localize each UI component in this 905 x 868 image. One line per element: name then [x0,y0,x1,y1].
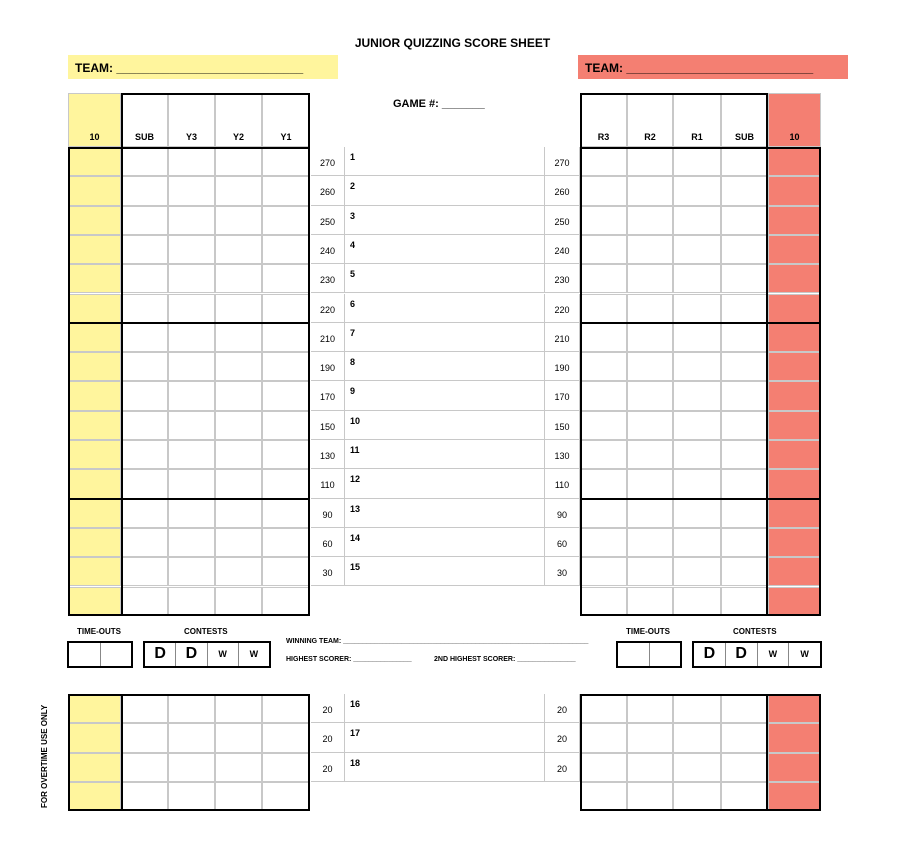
right-score-cell[interactable] [768,294,821,323]
left-score-cell[interactable] [68,557,121,586]
right-header-1: R2 [627,93,673,147]
left-score-cell[interactable] [215,782,262,811]
right-score-cell[interactable] [673,753,721,782]
question-number: 7 [345,323,545,352]
left-score-cell[interactable] [168,176,215,205]
left-score-cell[interactable] [215,587,262,616]
left-score-cell[interactable] [262,147,310,176]
left-score-cell[interactable] [262,352,310,381]
question-number: 8 [345,352,545,381]
left-score-cell[interactable] [262,528,310,557]
question-number: 6 [345,294,545,323]
point-value-left: 30 [311,557,345,586]
left-score-cell[interactable] [215,753,262,782]
point-value-right: 110 [545,469,580,498]
left-score-cell[interactable] [262,723,310,752]
point-value-left: 260 [311,176,345,205]
point-value-right: 230 [545,264,580,293]
left-score-cell[interactable] [168,323,215,352]
right-score-cell[interactable] [580,411,627,440]
left-score-cell[interactable] [215,557,262,586]
right-score-cell[interactable] [768,264,821,293]
right-score-cell[interactable] [721,294,768,323]
right-score-cell[interactable] [768,411,821,440]
question-number: 17 [345,723,545,752]
right-score-cell[interactable] [721,587,768,616]
contest-d2-right[interactable]: D [725,643,757,666]
right-score-cell[interactable] [721,147,768,176]
right-score-cell[interactable] [580,440,627,469]
right-score-cell[interactable] [721,782,768,811]
right-score-cell[interactable] [768,587,821,616]
right-score-cell[interactable] [673,723,721,752]
left-score-cell[interactable] [262,206,310,235]
contests-box-left[interactable] [143,641,271,668]
left-score-cell[interactable] [121,264,168,293]
winning-team-field[interactable]: WINNING TEAM: _______________________________________________________________ [286,638,589,645]
left-score-cell[interactable] [168,440,215,469]
left-score-cell[interactable] [168,264,215,293]
right-score-cell[interactable] [580,723,627,752]
right-header-4: 10 [768,93,821,147]
right-score-cell[interactable] [627,235,673,264]
left-header-0: 10 [68,93,121,147]
right-score-cell[interactable] [768,381,821,410]
overtime-label: FOR OVERTIME USE ONLY [40,704,49,808]
left-header-3: Y2 [215,93,262,147]
right-score-cell[interactable] [580,176,627,205]
left-score-cell[interactable] [262,557,310,586]
question-number: 13 [345,499,545,528]
left-score-cell[interactable] [215,411,262,440]
left-score-cell[interactable] [262,782,310,811]
left-score-cell[interactable] [121,294,168,323]
right-score-cell[interactable] [721,381,768,410]
timeouts-label-right: TIME-OUTS [626,627,670,636]
left-score-cell[interactable] [215,235,262,264]
right-score-cell[interactable] [673,147,721,176]
left-score-cell[interactable] [262,294,310,323]
left-score-cell[interactable] [121,499,168,528]
left-score-cell[interactable] [168,499,215,528]
right-score-cell[interactable] [721,176,768,205]
right-score-cell[interactable] [673,235,721,264]
right-score-cell[interactable] [768,469,821,498]
contest-d2-left[interactable]: D [175,643,206,666]
right-score-cell[interactable] [721,469,768,498]
point-value-right: 20 [545,753,580,782]
left-score-cell[interactable] [168,587,215,616]
left-score-cell[interactable] [68,206,121,235]
right-score-cell[interactable] [768,206,821,235]
right-header-3: SUB [721,93,768,147]
point-value-left: 170 [311,381,345,410]
right-score-cell[interactable] [721,753,768,782]
left-score-cell[interactable] [215,723,262,752]
left-score-cell[interactable] [68,264,121,293]
left-score-cell[interactable] [215,147,262,176]
question-number: 15 [345,557,545,586]
left-score-cell[interactable] [168,723,215,752]
left-score-cell[interactable] [262,440,310,469]
point-value-left: 60 [311,528,345,557]
right-score-cell[interactable] [580,294,627,323]
left-score-cell[interactable] [121,782,168,811]
right-score-cell[interactable] [627,753,673,782]
left-score-cell[interactable] [121,723,168,752]
right-score-cell[interactable] [627,381,673,410]
point-value-left: 190 [311,352,345,381]
right-score-cell[interactable] [768,235,821,264]
timeouts-box-left[interactable] [67,641,133,668]
point-value-right: 20 [545,723,580,752]
left-score-cell[interactable] [168,147,215,176]
right-header-2: R1 [673,93,721,147]
question-number: 1 [345,147,545,176]
question-number: 18 [345,753,545,782]
left-score-cell[interactable] [168,294,215,323]
right-score-cell[interactable] [627,264,673,293]
left-score-cell[interactable] [121,352,168,381]
left-score-cell[interactable] [68,469,121,498]
point-value-right: 250 [545,206,580,235]
right-score-cell[interactable] [673,352,721,381]
right-score-cell[interactable] [768,723,821,752]
right-score-cell[interactable] [580,587,627,616]
left-score-cell[interactable] [262,176,310,205]
right-score-cell[interactable] [673,294,721,323]
point-value-left: 20 [311,753,345,782]
point-value-right: 270 [545,147,580,176]
point-value-right: 220 [545,294,580,323]
point-value-right: 90 [545,499,580,528]
left-score-cell[interactable] [121,381,168,410]
right-score-cell[interactable] [768,753,821,782]
left-score-cell[interactable] [68,528,121,557]
left-score-cell[interactable] [215,206,262,235]
right-score-cell[interactable] [721,440,768,469]
left-score-cell[interactable] [215,440,262,469]
left-score-cell[interactable] [68,147,121,176]
point-value-left: 90 [311,499,345,528]
point-value-right: 210 [545,323,580,352]
left-score-cell[interactable] [262,753,310,782]
point-value-left: 230 [311,264,345,293]
question-number: 4 [345,235,545,264]
right-score-cell[interactable] [673,206,721,235]
left-score-cell[interactable] [68,782,121,811]
left-score-cell[interactable] [262,381,310,410]
right-score-cell[interactable] [627,694,673,723]
right-score-cell[interactable] [580,528,627,557]
right-score-cell[interactable] [627,176,673,205]
right-score-cell[interactable] [673,176,721,205]
right-score-cell[interactable] [673,411,721,440]
right-score-cell[interactable] [580,235,627,264]
question-number: 3 [345,206,545,235]
second-scorer-field[interactable]: 2ND HIGHEST SCORER: _______________ [434,656,576,663]
contest-w1-left[interactable]: W [207,643,238,666]
highest-scorer-field[interactable]: HIGHEST SCORER: _______________ [286,656,412,663]
right-score-cell[interactable] [673,440,721,469]
right-score-cell[interactable] [673,381,721,410]
left-score-cell[interactable] [168,235,215,264]
left-score-cell[interactable] [121,147,168,176]
right-score-cell[interactable] [580,264,627,293]
left-score-cell[interactable] [68,176,121,205]
right-score-cell[interactable] [768,694,821,723]
point-value-left: 20 [311,694,345,723]
left-header-4: Y1 [262,93,310,147]
left-score-cell[interactable] [68,294,121,323]
left-score-cell[interactable] [262,469,310,498]
left-score-cell[interactable] [121,176,168,205]
right-score-cell[interactable] [673,587,721,616]
right-score-cell[interactable] [768,176,821,205]
right-score-cell[interactable] [580,469,627,498]
right-score-cell[interactable] [627,557,673,586]
left-score-cell[interactable] [215,323,262,352]
contest-d1-right[interactable]: D [703,645,716,662]
contest-w2-right[interactable]: W [788,643,820,666]
left-score-cell[interactable] [262,411,310,440]
right-score-cell[interactable] [673,323,721,352]
left-score-cell[interactable] [121,557,168,586]
right-score-cell[interactable] [721,557,768,586]
right-score-cell[interactable] [580,499,627,528]
left-score-cell[interactable] [68,235,121,264]
left-score-cell[interactable] [121,694,168,723]
right-score-cell[interactable] [627,206,673,235]
question-number: 9 [345,381,545,410]
right-score-cell[interactable] [580,782,627,811]
left-score-cell[interactable] [215,264,262,293]
left-score-cell[interactable] [168,694,215,723]
left-header-1: SUB [121,93,168,147]
right-score-cell[interactable] [673,469,721,498]
contest-w2-left[interactable]: W [238,643,269,666]
contest-w1-right[interactable]: W [757,643,789,666]
right-header-0: R3 [580,93,627,147]
right-score-cell[interactable] [627,323,673,352]
left-score-cell[interactable] [168,352,215,381]
left-score-cell[interactable] [215,176,262,205]
right-score-cell[interactable] [721,411,768,440]
team-right-field[interactable]: TEAM: ____________________________ [578,55,848,79]
right-score-cell[interactable] [768,557,821,586]
right-score-cell[interactable] [627,469,673,498]
point-value-right: 150 [545,411,580,440]
question-number: 10 [345,411,545,440]
point-value-right: 30 [545,557,580,586]
point-value-left: 210 [311,323,345,352]
right-score-cell[interactable] [673,528,721,557]
left-score-cell[interactable] [262,587,310,616]
right-score-cell[interactable] [721,264,768,293]
left-score-cell[interactable] [262,694,310,723]
right-score-cell[interactable] [580,381,627,410]
point-value-right: 60 [545,528,580,557]
left-score-cell[interactable] [262,499,310,528]
left-score-cell[interactable] [215,352,262,381]
left-score-cell[interactable] [168,782,215,811]
left-score-cell[interactable] [168,557,215,586]
right-score-cell[interactable] [580,352,627,381]
left-score-cell[interactable] [121,469,168,498]
right-score-cell[interactable] [580,694,627,723]
right-score-cell[interactable] [627,499,673,528]
left-score-cell[interactable] [215,528,262,557]
point-value-right: 260 [545,176,580,205]
left-score-cell[interactable] [262,264,310,293]
point-value-left: 240 [311,235,345,264]
question-number: 12 [345,469,545,498]
contests-box-right[interactable] [692,641,822,668]
left-score-cell[interactable] [121,411,168,440]
left-score-cell[interactable] [68,323,121,352]
left-score-cell[interactable] [215,499,262,528]
group-divider [68,498,310,500]
right-score-cell[interactable] [627,528,673,557]
question-number: 5 [345,264,545,293]
left-score-cell[interactable] [68,723,121,752]
right-score-cell[interactable] [627,440,673,469]
right-score-cell[interactable] [768,440,821,469]
contests-label-right: CONTESTS [733,627,777,636]
left-score-cell[interactable] [68,440,121,469]
question-number: 16 [345,694,545,723]
left-score-cell[interactable] [121,323,168,352]
right-score-cell[interactable] [768,147,821,176]
right-score-cell[interactable] [673,557,721,586]
right-score-cell[interactable] [721,499,768,528]
point-value-left: 220 [311,294,345,323]
left-score-cell[interactable] [121,440,168,469]
right-score-cell[interactable] [627,352,673,381]
point-value-right: 190 [545,352,580,381]
left-score-cell[interactable] [68,411,121,440]
left-score-cell[interactable] [121,206,168,235]
left-score-cell[interactable] [68,499,121,528]
point-value-left: 150 [311,411,345,440]
right-score-cell[interactable] [627,723,673,752]
right-score-cell[interactable] [580,323,627,352]
left-score-cell[interactable] [68,587,121,616]
game-number-field[interactable]: GAME #: _______ [393,98,485,110]
left-score-cell[interactable] [121,587,168,616]
left-header-2: Y3 [168,93,215,147]
right-score-cell[interactable] [768,499,821,528]
right-score-cell[interactable] [580,147,627,176]
right-score-cell[interactable] [721,694,768,723]
left-score-cell[interactable] [215,694,262,723]
left-score-cell[interactable] [168,411,215,440]
right-score-cell[interactable] [627,782,673,811]
team-left-field[interactable]: TEAM: ____________________________ [68,55,338,79]
right-score-cell[interactable] [673,499,721,528]
left-score-cell[interactable] [168,381,215,410]
left-score-cell[interactable] [262,323,310,352]
point-value-right: 170 [545,381,580,410]
right-score-cell[interactable] [768,323,821,352]
left-score-cell[interactable] [215,469,262,498]
left-score-cell[interactable] [121,235,168,264]
left-score-cell[interactable] [168,753,215,782]
point-value-left: 20 [311,723,345,752]
right-score-cell[interactable] [673,782,721,811]
left-score-cell[interactable] [168,469,215,498]
point-value-left: 250 [311,206,345,235]
left-score-cell[interactable] [215,294,262,323]
right-score-cell[interactable] [627,294,673,323]
right-score-cell[interactable] [627,411,673,440]
right-score-cell[interactable] [627,147,673,176]
left-score-cell[interactable] [215,381,262,410]
timeouts-box-right[interactable] [616,641,682,668]
left-score-cell[interactable] [168,206,215,235]
right-score-cell[interactable] [768,782,821,811]
right-score-cell[interactable] [580,557,627,586]
point-value-right: 20 [545,694,580,723]
left-score-cell[interactable] [168,528,215,557]
right-score-cell[interactable] [580,753,627,782]
right-score-cell[interactable] [721,352,768,381]
right-score-cell[interactable] [580,206,627,235]
point-value-right: 130 [545,440,580,469]
left-score-cell[interactable] [68,753,121,782]
right-score-cell[interactable] [721,206,768,235]
left-score-cell[interactable] [68,381,121,410]
group-divider [580,322,821,324]
right-score-cell[interactable] [721,528,768,557]
left-score-cell[interactable] [121,753,168,782]
question-number: 2 [345,176,545,205]
right-score-cell[interactable] [627,587,673,616]
left-score-cell[interactable] [68,694,121,723]
contests-label-left: CONTESTS [184,627,228,636]
group-divider [580,498,821,500]
right-score-cell[interactable] [721,723,768,752]
point-value-left: 270 [311,147,345,176]
right-score-cell[interactable] [673,264,721,293]
contest-d1-left[interactable]: D [154,645,166,662]
question-number: 14 [345,528,545,557]
right-score-cell[interactable] [721,323,768,352]
point-value-left: 110 [311,469,345,498]
point-value-right: 240 [545,235,580,264]
right-score-cell[interactable] [768,352,821,381]
group-divider [68,322,310,324]
right-score-cell[interactable] [768,528,821,557]
page-title: JUNIOR QUIZZING SCORE SHEET [354,36,551,50]
question-number: 11 [345,440,545,469]
left-score-cell[interactable] [121,528,168,557]
left-score-cell[interactable] [262,235,310,264]
right-score-cell[interactable] [673,694,721,723]
timeouts-label-left: TIME-OUTS [77,627,121,636]
left-score-cell[interactable] [68,352,121,381]
right-score-cell[interactable] [721,235,768,264]
point-value-left: 130 [311,440,345,469]
